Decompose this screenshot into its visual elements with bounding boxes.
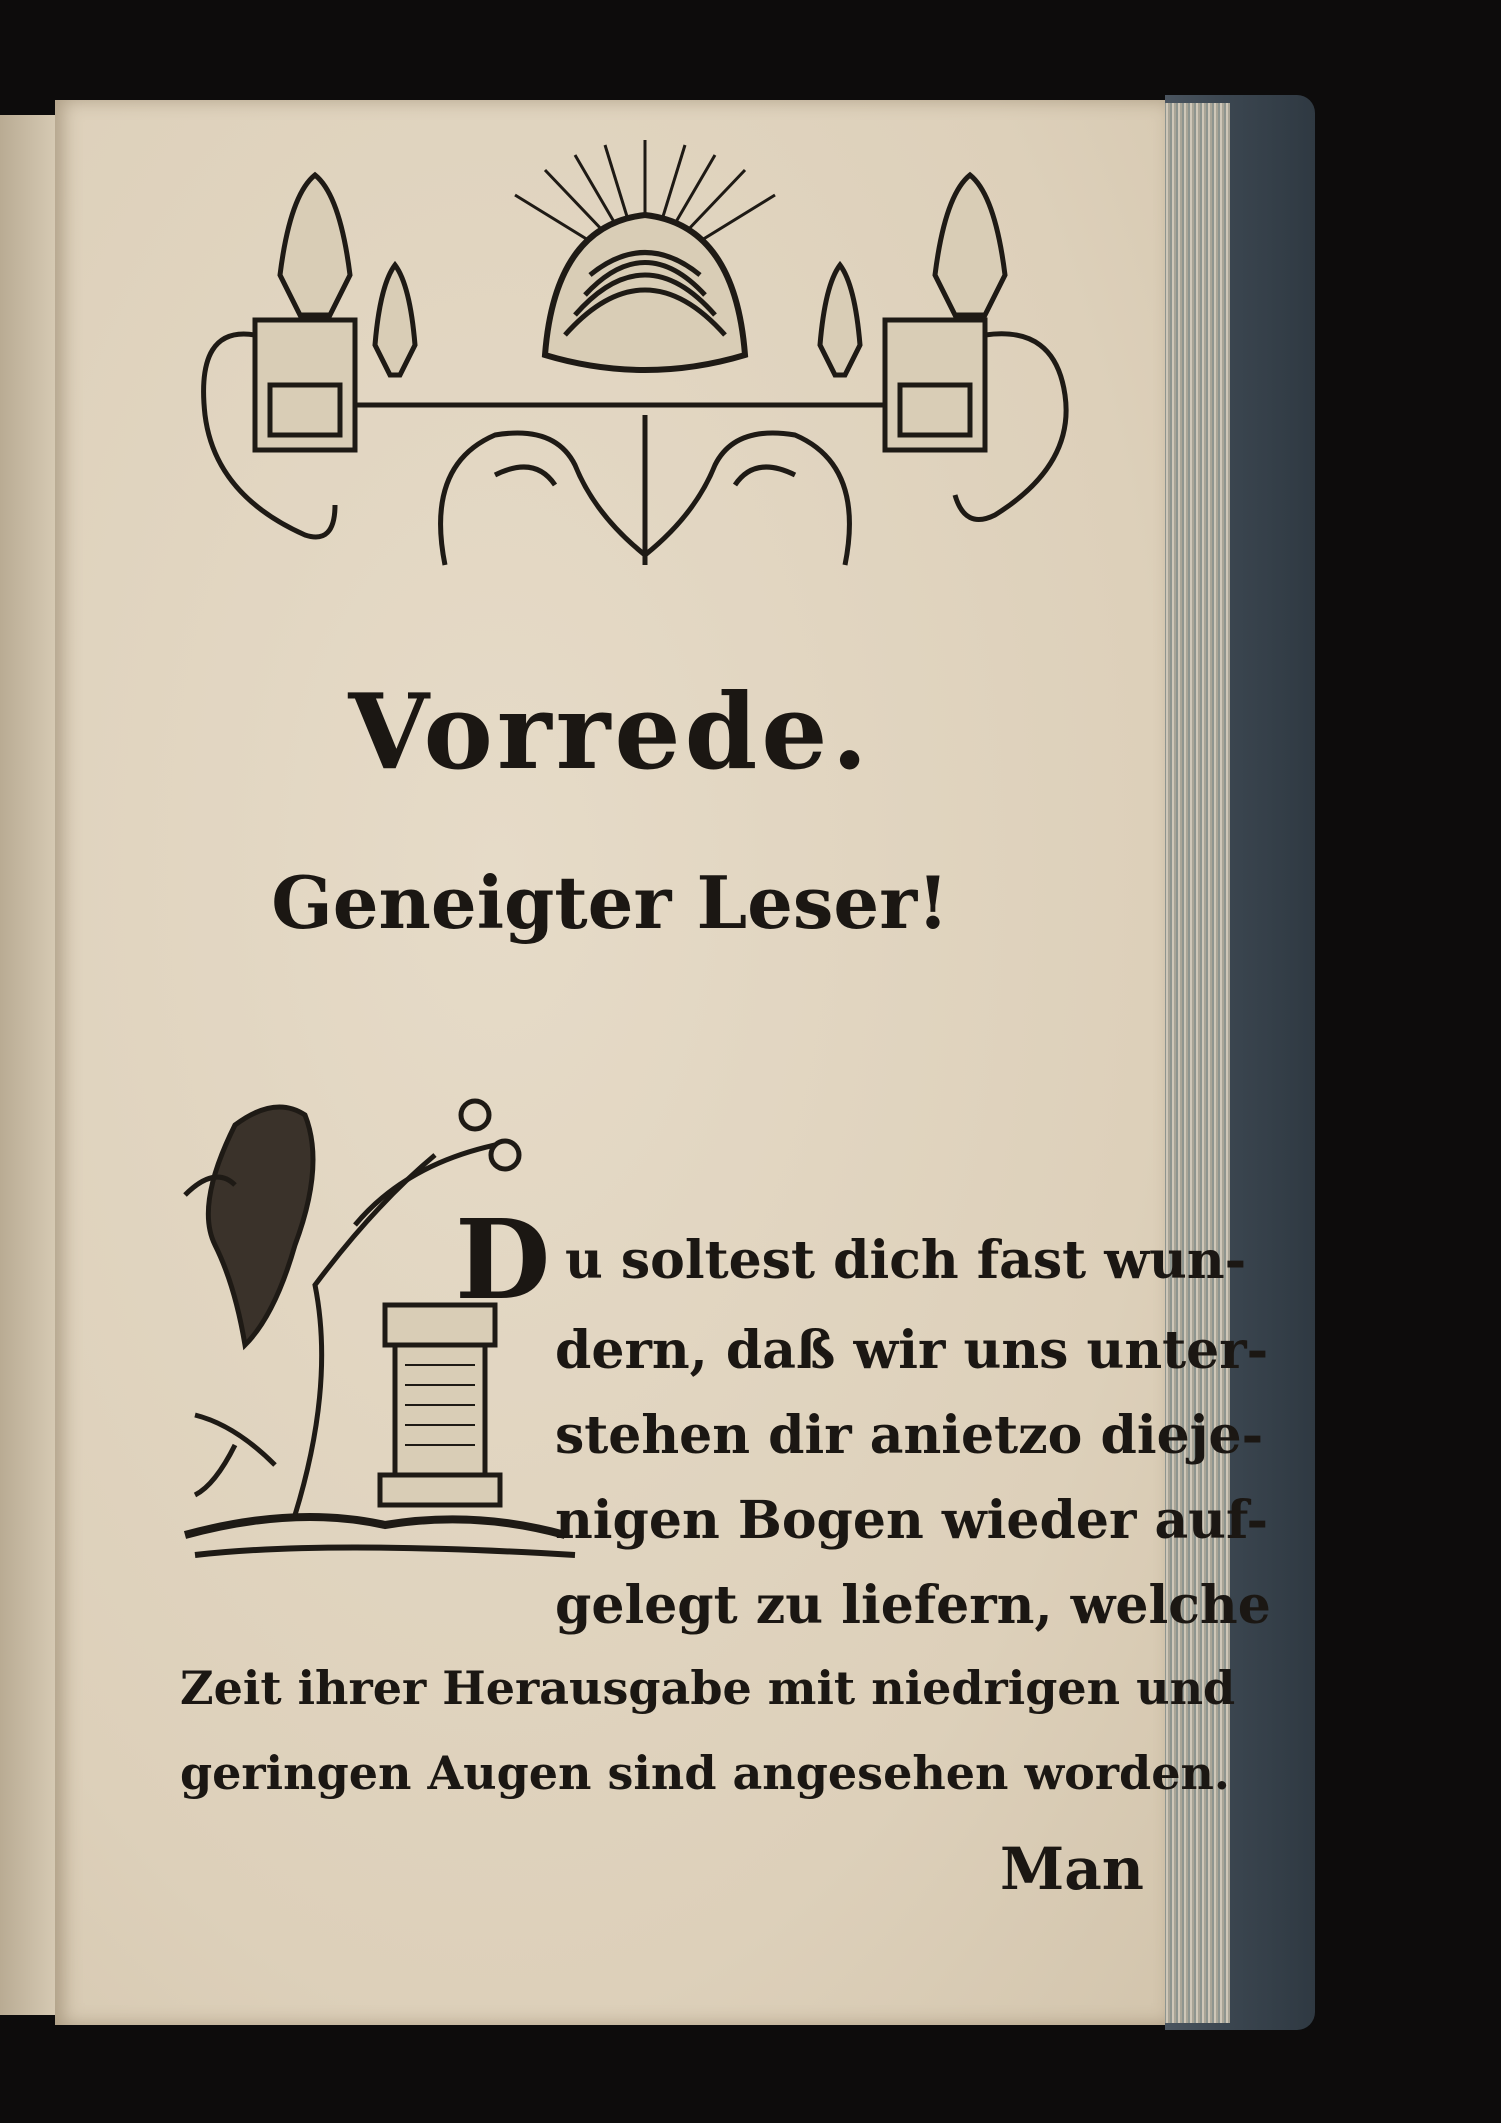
book bbox=[0, 95, 1320, 2030]
headpiece-ornament bbox=[195, 135, 1095, 580]
page-title: Vorrede. bbox=[348, 670, 872, 793]
text-line-1: u soltest dich fast wun- bbox=[565, 1230, 1247, 1291]
page-edges bbox=[1160, 103, 1230, 2023]
text-line-4: nigen Bogen wieder auf- bbox=[555, 1490, 1269, 1551]
text-line-2: dern, daß wir uns unter- bbox=[555, 1320, 1269, 1381]
drop-cap: D bbox=[455, 1195, 551, 1324]
text-line-6: Zeit ihrer Herausgabe mit niedrigen und bbox=[180, 1661, 1236, 1715]
salutation: Geneigter Leser! bbox=[271, 860, 949, 945]
book-page bbox=[55, 100, 1271, 2025]
text-line-3: stehen dir anietzo dieje- bbox=[555, 1405, 1264, 1466]
text-line-5: gelegt zu liefern, welche bbox=[555, 1575, 1271, 1636]
bird-vignette-woodcut bbox=[175, 1085, 595, 1565]
text-line-7: geringen Augen sind angesehen worden. bbox=[180, 1746, 1230, 1800]
left-page-edge bbox=[0, 115, 60, 2015]
catchword: Man bbox=[1000, 1835, 1144, 1903]
